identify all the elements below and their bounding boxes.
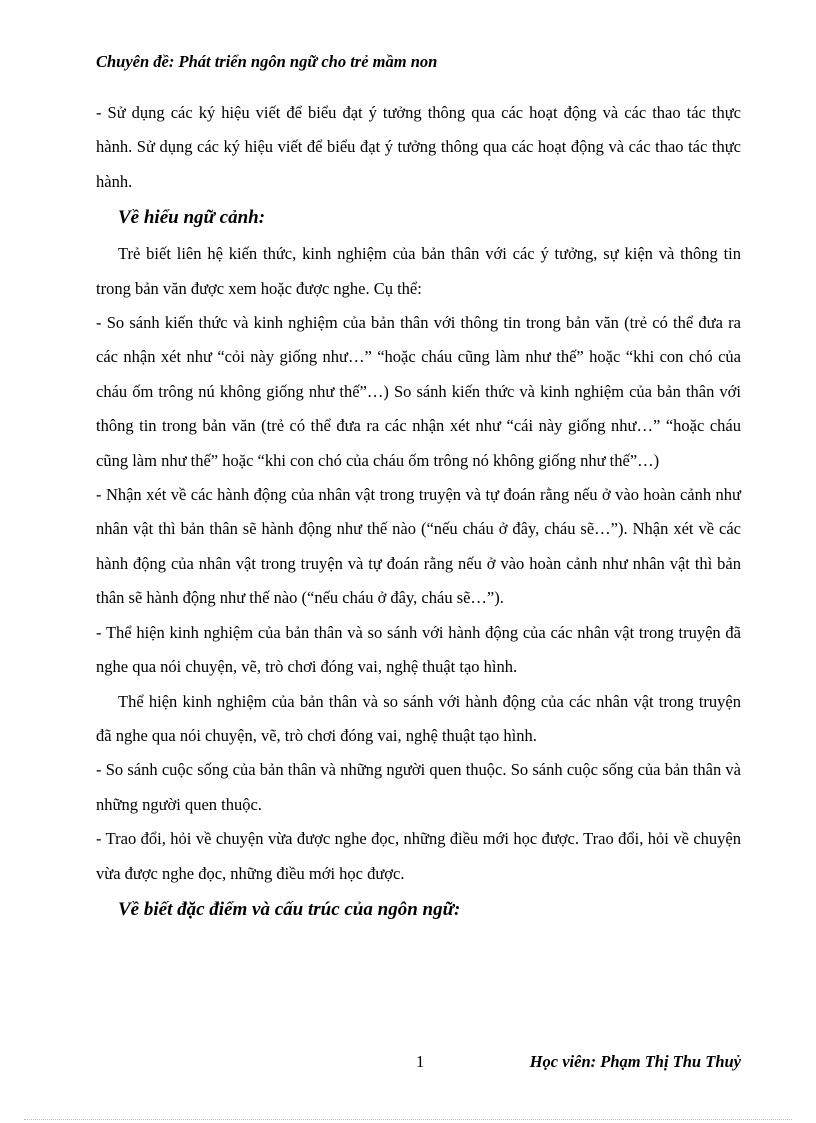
page-bottom-border (24, 1119, 792, 1120)
section-heading: Về biết đặc điểm và cấu trúc của ngôn ngữ: (118, 898, 461, 920)
document-body (96, 96, 741, 929)
body-paragraph: - So sánh cuộc sống của bản thân và những người quen thuộc. So sánh cuộc sống của bản thân và những người quen thuộc. (96, 760, 741, 814)
page-footer (0, 1052, 816, 1076)
body-paragraph: - Trao đổi, hỏi về chuyện vừa được nghe đọc, những điều mới học được. Trao đổi, hỏi về chuyện vừa được nghe đọc, những điều mới học được. (96, 829, 741, 883)
page-number: 1 (416, 1052, 425, 1071)
section-heading: Về hiểu ngữ cảnh: (118, 207, 266, 229)
page-header-title: Chuyên đề: Phát triển ngôn ngữ cho trẻ mầm non (96, 52, 438, 71)
body-paragraph: Trẻ biết liên hệ kiến thức, kinh nghiệm của bản thân với các ý tưởng, sự kiện và thông tin trong bản văn được xem hoặc được nghe. Cụ thể: (96, 244, 741, 298)
body-paragraph: Thể hiện kinh nghiệm của bản thân và so sánh với hành động của các nhân vật trong truyện đã nghe qua nói chuyện, vẽ, trò chơi đóng vai, nghệ thuật tạo hình. (96, 691, 741, 745)
body-paragraph: - Thể hiện kinh nghiệm của bản thân và so sánh với hành động của các nhân vật trong truyện đã nghe qua nói chuyện, vẽ, trò chơi đóng vai, nghệ thuật tạo hình. (96, 622, 741, 677)
body-paragraph: - So sánh kiến thức và kinh nghiệm của bản thân với thông tin trong bản văn (trẻ có thể đưa ra các nhận xét như “cỏi này giống như…” “hoặc cháu cũng làm như thế” hoặc “khi con chó của cháu ốm trông nú không giống như thế”…) So sánh kiến thức và kinh nghiệm của bản thân với thông tin trong bản văn (trẻ có thể đưa ra các nhận xét như “cái này giống như…” “hoặc cháu cũng làm như thế” hoặc “khi con chó của cháu ốm trông nó không giống như thế”…) (96, 313, 741, 470)
body-paragraph: - Nhận xét về các hành động của nhân vật trong truyện và tự đoán rằng nếu ở vào hoàn cảnh như nhân vật thì bản thân sẽ hành động như thế nào (“nếu cháu ở đây, cháu sẽ…”). Nhận xét về các hành động của nhân vật trong truyện và tự đoán rằng nếu ở vào hoàn cảnh như nhân vật thì bản thân sẽ hành động như thế nào (“nếu cháu ở đây, cháu sẽ…”). (96, 485, 741, 608)
footer-author: Học viên: Phạm Thị Thu Thuỷ (529, 1052, 741, 1071)
body-paragraph: - Sử dụng các ký hiệu viết để biểu đạt ý tưởng thông qua các hoạt động và các thao tác thực hành. Sử dụng các ký hiệu viết để biểu đạt ý tưởng thông qua các hoạt động và các thao tác thực hành. (96, 103, 741, 191)
